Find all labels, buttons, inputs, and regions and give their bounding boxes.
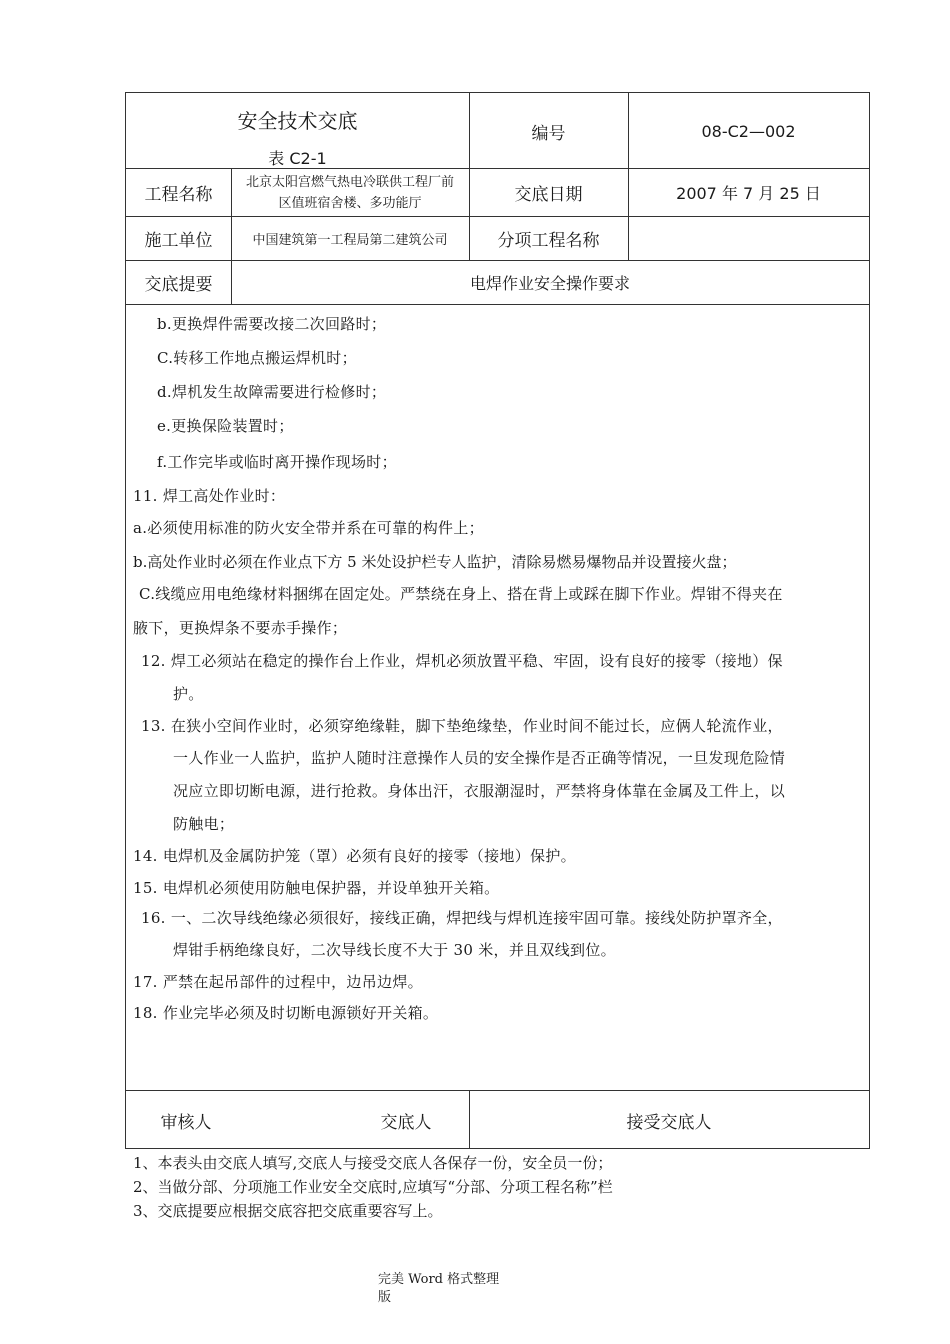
content-line: 况应立即切断电源，进行抢救。身体出汗，衣服潮湿时，严禁将身体靠在金属及工件上，以 (173, 782, 786, 800)
date-value: 2007 年 7 月 25 日 (676, 184, 821, 203)
content-line: 腋下，更换焊条不要赤手操作； (133, 619, 348, 637)
summary-value: 电焊作业安全操作要求 (469, 274, 630, 293)
project-name-line2: 区值班宿舍楼、多功能厅 (278, 196, 422, 211)
content-line: e.更换保险装置时； (157, 417, 294, 435)
note-line: 2、当做分部、分项施工作业安全交底时,应填写“分部、分项工程名称”栏 (133, 1178, 613, 1196)
project-name-line1: 北京太阳宫燃气热电冷联供工程厂前 (245, 175, 454, 190)
content-line: C.线缆应用电绝缘材料捆绑在固定处。严禁绕在身上、搭在背上或踩在脚下作业。焊钳不得夹在 (139, 585, 783, 603)
form-title: 安全技术交底 (237, 108, 358, 133)
construction-unit-label: 施工单位 (144, 231, 213, 251)
content-line: b.更换焊件需要改接二次回路时； (157, 315, 387, 333)
note-line: 3、交底提要应根据交底容把交底重要容写上。 (133, 1202, 443, 1220)
content-line: 防触电； (173, 815, 235, 833)
content-line: 14. 电焊机及金属防护笼（罩）必须有良好的接零（接地）保护。 (133, 847, 576, 865)
footer-line2: 版 (378, 1290, 392, 1305)
grid-line (126, 304, 869, 305)
project-name-value (231, 171, 469, 215)
summary-label: 交底提要 (144, 275, 213, 295)
content-line: 15. 电焊机必须使用防触电保护器，并设单独开关箱。 (133, 879, 500, 897)
content-line: 一人作业一人监护，监护人随时注意操作人员的安全操作是否正确等情况，一旦发现危险情 (173, 749, 786, 767)
discloser-label: 交底人 (380, 1112, 432, 1133)
date-label: 交底日期 (514, 185, 583, 205)
content-line: 17. 严禁在起吊部件的过程中，边吊边焊。 (133, 973, 423, 991)
content-line: 18. 作业完毕必须及时切断电源锁好开关箱。 (133, 1004, 439, 1022)
content-line: a.必须使用标准的防火安全带并系在可靠的构件上； (133, 519, 484, 537)
number-label: 编号 (531, 123, 566, 144)
project-name-label: 工程名称 (144, 185, 213, 205)
content-line: 焊钳手柄绝缘良好，二次导线长度不大于 30 米，并且双线到位。 (173, 941, 616, 959)
number-value: 08-C2—002 (701, 121, 796, 141)
content-line: 12. 焊工必须站在稳定的操作台上作业，焊机必须放置平稳、牢固，设有良好的接零（接地）保 (141, 652, 783, 670)
content-line: C.转移工作地点搬运焊机时； (157, 349, 357, 367)
content-line: 13. 在狭小空间作业时，必须穿绝缘鞋，脚下垫绝缘垫，作业时间不能过长，应俩人轮流作业， (141, 717, 783, 735)
content-line: 16. 一、二次导线绝缘必须很好，接线正确，焊把线与焊机连接牢固可靠。接线处防护罩齐全， (141, 909, 783, 927)
note-line: 1、本表头由交底人填写,交底人与接受交底人各保存一份，安全员一份； (133, 1154, 613, 1172)
content-line: b.高处作业时必须在作业点下方 5 米处设护栏专人监护，清除易燃易爆物品并设置接火盘； (133, 553, 737, 571)
footer-line1: 完美 Word 格式整理 (378, 1272, 500, 1287)
content-line: d.焊机发生故障需要进行检修时； (157, 383, 387, 401)
subitem-label: 分项工程名称 (497, 231, 600, 251)
form-code: 表 C2-1 (268, 148, 327, 168)
content-line: 11. 焊工高处作业时： (133, 487, 286, 505)
construction-unit-value: 中国建筑第一工程局第二建筑公司 (252, 233, 448, 248)
subitem-value (628, 217, 869, 260)
content-line: 护。 (173, 685, 204, 703)
content-line: f.工作完毕或临时离开操作现场时； (157, 453, 397, 471)
receiver-label: 接受交底人 (626, 1112, 712, 1133)
reviewer-label: 审核人 (160, 1112, 212, 1133)
